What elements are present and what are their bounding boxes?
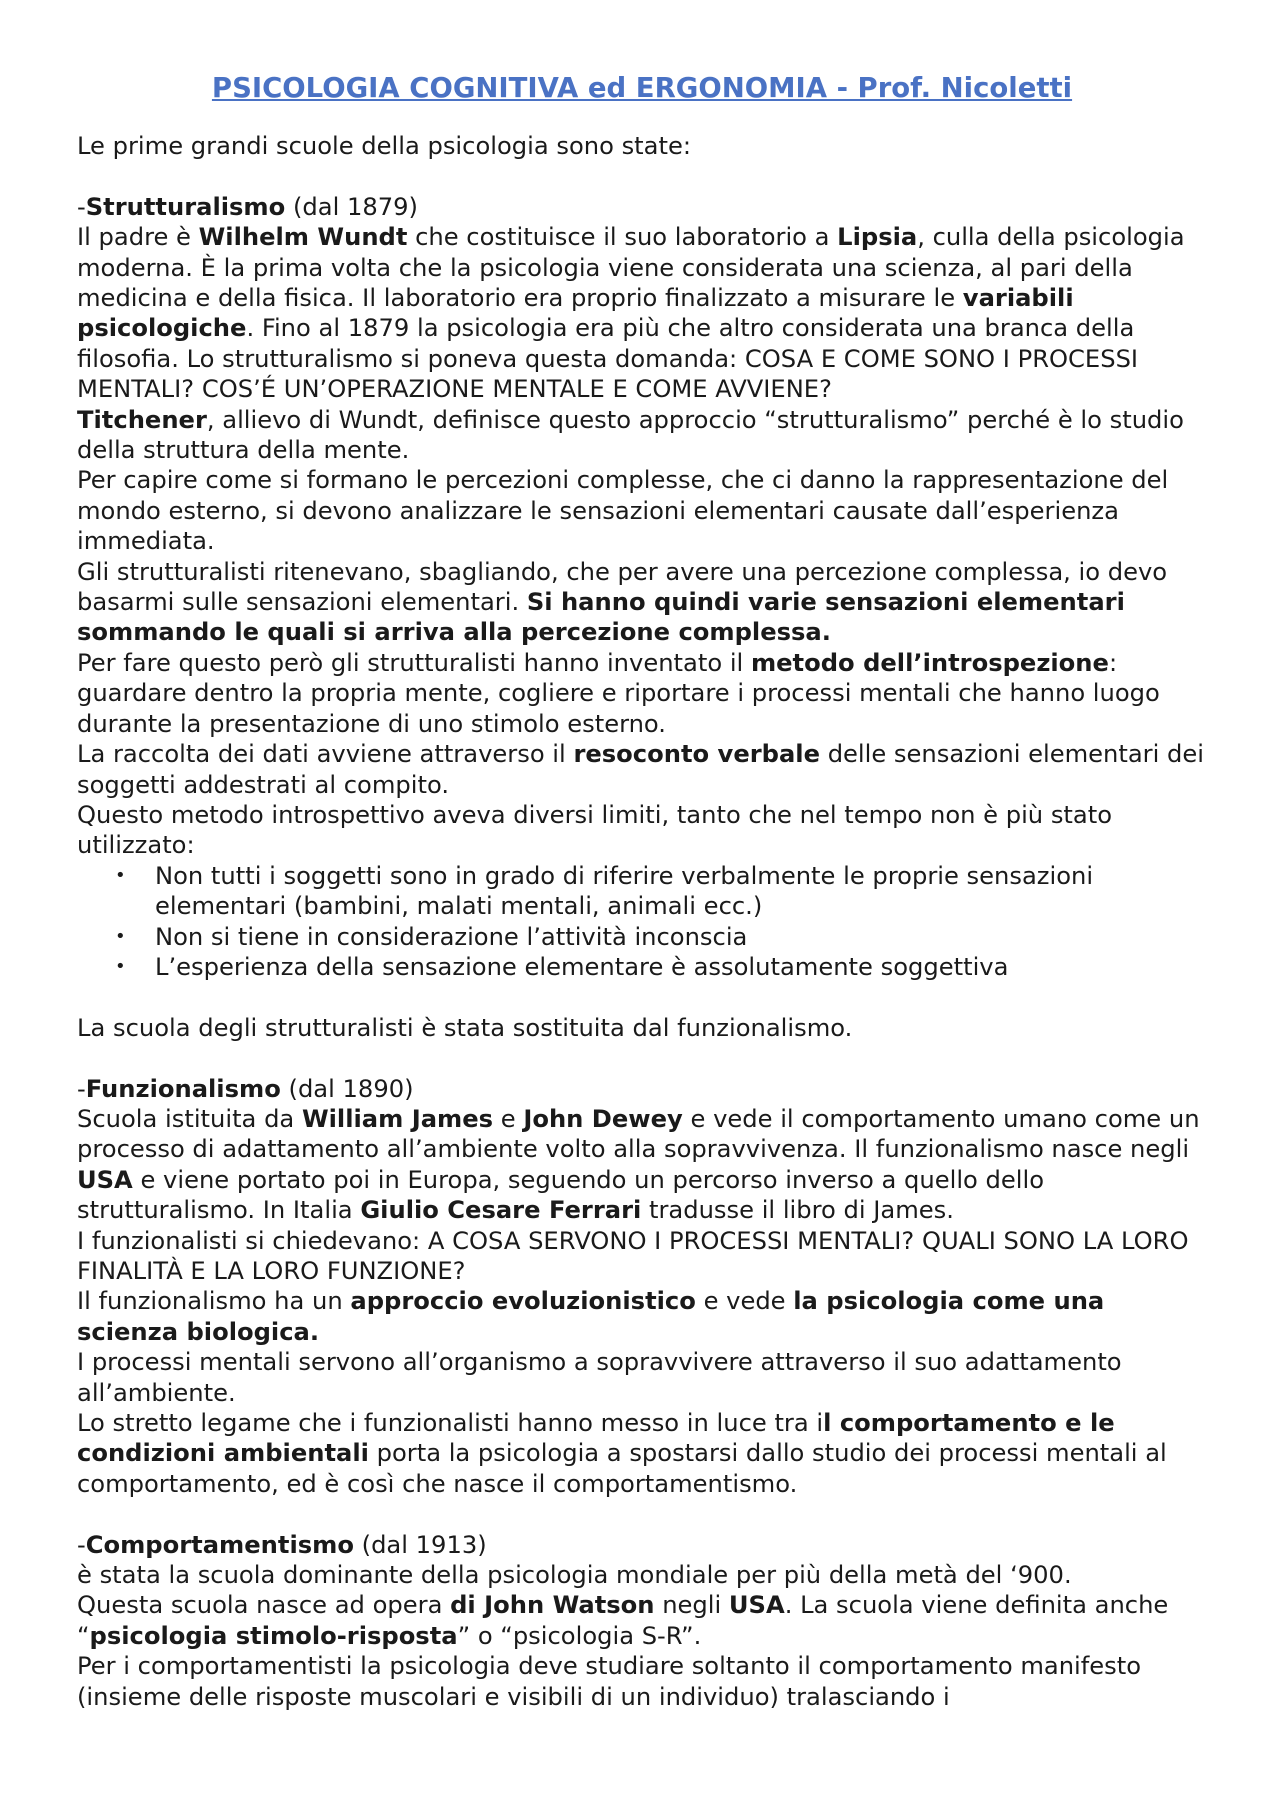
section-strutturalismo bbox=[77, 192, 1207, 1074]
section-comportamentismo bbox=[77, 1530, 1207, 1712]
paragraph: I processi mentali servono all’organismo a sopravvivere attraverso il suo adattamento all’ambiente. bbox=[77, 1348, 1122, 1407]
bullet-icon: • bbox=[115, 864, 126, 886]
paragraph: La raccolta dei dati avviene attraverso il resoconto verbale delle sensazioni elementari dei soggetti addestrati al compito. bbox=[77, 740, 1204, 799]
paragraph: Il funzionalismo ha un approccio evoluzionistico e vede la psicologia come una scienza biologica. bbox=[77, 1287, 1105, 1346]
section-name: Strutturalismo bbox=[85, 192, 286, 221]
list-item: • Non tutti i soggetti sono in grado di riferire verbalmente le proprie sensazioni elementari (bambini, malati mentali, animali ecc.) bbox=[115, 861, 1094, 921]
section-heading: -Strutturalismo (dal 1879) bbox=[77, 192, 418, 221]
paragraph: Scuola istituita da William James e John Dewey e vede il comportamento umano come un processo di adattamento all’ambiente volto alla sopravvivenza. Il funzionalismo nasce negli USA e viene portato poi in Europa, seguendo un percorso inverso a quello dello strutturalismo. In Italia Giulio Cesare Ferrari tradusse il libro di James. bbox=[77, 1104, 1200, 1225]
paragraph: Questo metodo introspettivo aveva diversi limiti, tanto che nel tempo non è più stato utilizzato: bbox=[77, 800, 1113, 860]
section-heading: -Comportamentismo (dal 1913) bbox=[77, 1530, 487, 1559]
page-title: PSICOLOGIA COGNITIVA ed ERGONOMIA - Prof. Nicoletti bbox=[211, 72, 1073, 104]
paragraph: Il padre è Wilhelm Wundt che costituisce il suo laboratorio a Lipsia, culla della psicologia moderna. È la prima volta che la psicologia viene considerata una scienza, al pari della medicina e della fisica. Il laboratorio era proprio finalizzato a misurare le variabili psicologiche. Fino al 1879 la psicologia era più che altro considerata una branca della filosofia. Lo strutturalismo si poneva questa domanda: COSA E COME SONO I PROCESSI MENTALI? COS’É UN’OPERAZIONE MENTALE E COME AVVIENE? bbox=[77, 223, 1185, 404]
paragraph: Per i comportamentisti la psicologia deve studiare soltanto il comportamento manifesto (insieme delle risposte muscolari e visibili di un individuo) tralasciando i bbox=[77, 1652, 1142, 1711]
paragraph: è stata la scuola dominante della psicologia mondiale per più della metà del ‘900. bbox=[77, 1561, 1072, 1590]
bullet-icon: • bbox=[115, 925, 126, 947]
paragraph: La scuola degli strutturalisti è stata sostituita dal funzionalismo. bbox=[77, 1013, 853, 1042]
paragraph: Titchener, allievo di Wundt, definisce questo approccio “strutturalismo” perché è lo studio della struttura della mente. bbox=[77, 405, 1184, 465]
section-heading: -Funzionalismo (dal 1890) bbox=[77, 1074, 414, 1103]
document-page bbox=[77, 70, 1207, 1712]
section-funzionalismo bbox=[77, 1074, 1207, 1530]
limits-list bbox=[77, 861, 1207, 983]
paragraph: Per fare questo però gli strutturalisti hanno inventato il metodo dell’introspezione: guardare dentro la propria mente, cogliere e riportare i processi mentali che hanno luogo durante la presentazione di uno stimolo esterno. bbox=[77, 648, 1160, 738]
section-name: Comportamentismo bbox=[85, 1530, 354, 1559]
paragraph: Lo stretto legame che i funzionalisti hanno messo in luce tra il comportamento e le condizioni ambientali porta la psicologia a spostarsi dallo studio dei processi mentali al comportamento, ed è così che nasce il comportamentismo. bbox=[77, 1409, 1167, 1498]
intro-text: Le prime grandi scuole della psicologia sono state: bbox=[77, 132, 691, 160]
bullet-icon: • bbox=[115, 955, 126, 977]
paragraph: Questa scuola nasce ad opera di John Watson negli USA. La scuola viene definita anche “psicologia stimolo-risposta” o “psicologia S-R”. bbox=[77, 1591, 1169, 1650]
list-item: • Non si tiene in considerazione l’attività inconscia bbox=[115, 922, 748, 951]
list-item: • L’esperienza della sensazione elementare è assolutamente soggettiva bbox=[115, 952, 1009, 981]
paragraph: Per capire come si formano le percezioni complesse, che ci danno la rappresentazione del mondo esterno, si devono analizzare le sensazioni elementari causate dall’esperienza immediata. bbox=[77, 466, 1169, 556]
paragraph: Gli strutturalisti ritenevano, sbagliando, che per avere una percezione complessa, io devo basarmi sulle sensazioni elementari. Si hanno quindi varie sensazioni elementari sommando le quali si arriva alla percezione complessa. bbox=[77, 557, 1168, 647]
paragraph: I funzionalisti si chiedevano: A COSA SERVONO I PROCESSI MENTALI? QUALI SONO LA LORO FINALITÀ E LA LORO FUNZIONE? bbox=[77, 1226, 1189, 1285]
section-name: Funzionalismo bbox=[85, 1074, 281, 1103]
